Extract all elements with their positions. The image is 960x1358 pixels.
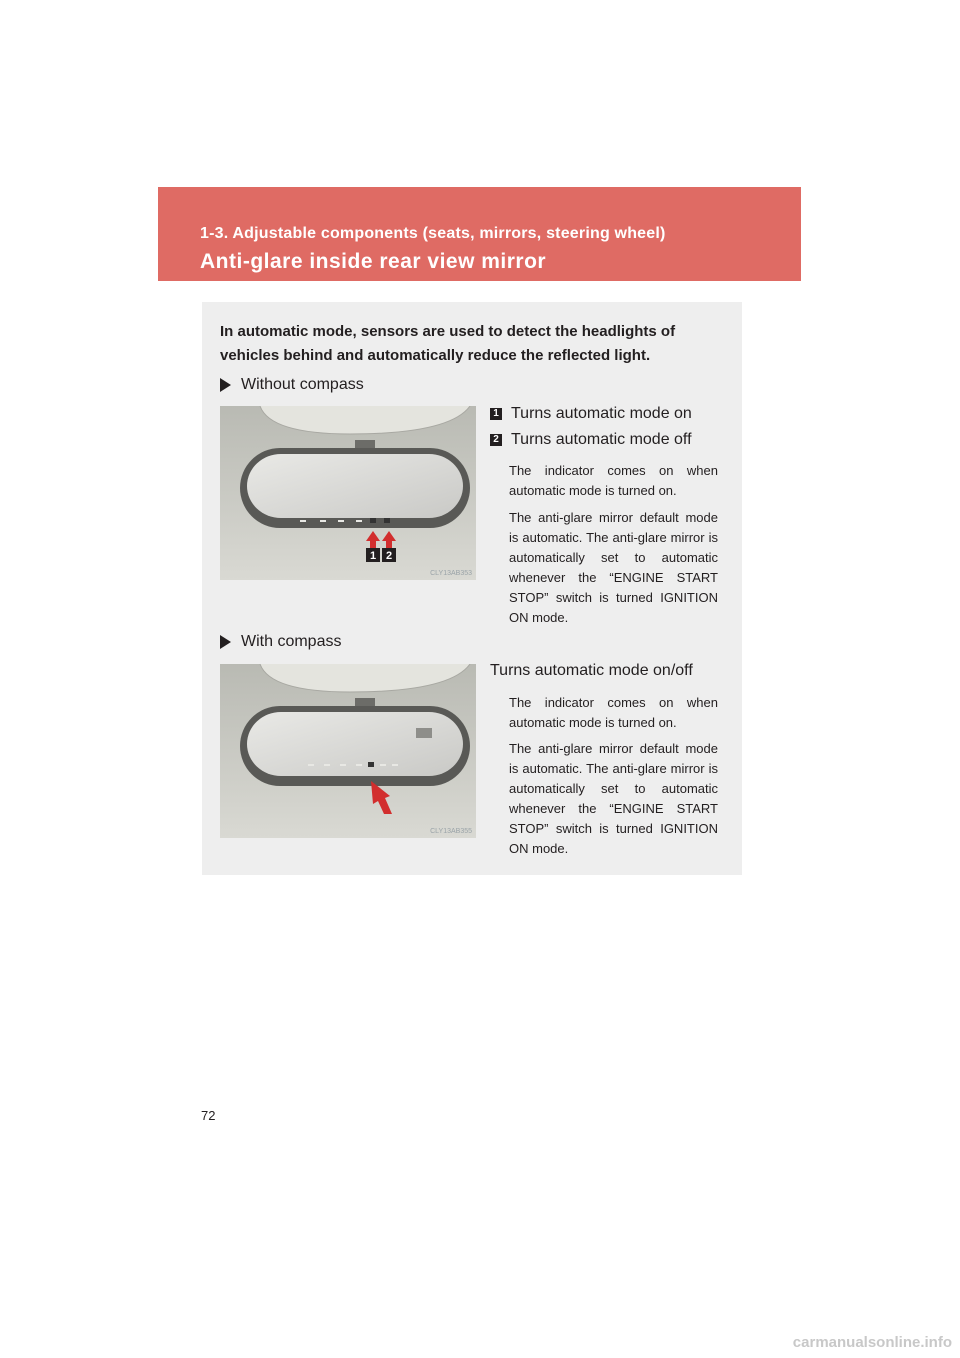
- note-default-mode: The anti-glare mirror default mode is automatic. The anti-glare mirror is automatically set to automatic whenever the “ENGINE START STOP” switch is turned IGNITION ON mode.: [509, 510, 718, 625]
- note-indicator: The indicator comes on when automatic mode is turned on.: [509, 695, 718, 730]
- note-default-mode: The anti-glare mirror default mode is automatic. The anti-glare mirror is automatically set to automatic whenever the “ENGINE START STOP” switch is turned IGNITION ON mode.: [509, 741, 718, 856]
- content-box: [202, 302, 742, 875]
- image-code: CLY13AB355: [430, 828, 472, 835]
- number-badge-icon: 2: [490, 434, 502, 446]
- mirror-illustration: [220, 406, 476, 580]
- section-label: 1-3. Adjustable components (seats, mirrors, steering wheel): [200, 225, 666, 242]
- variant-without-compass: [220, 376, 364, 394]
- callout-1: 1: [369, 550, 377, 562]
- triangle-bullet-icon: [220, 378, 231, 392]
- mirror-photo-with-compass: [220, 664, 476, 838]
- number-badge-icon: 1: [490, 408, 502, 420]
- intro-text: In automatic mode, sensors are used to detect the headlights of vehicles behind and automatically reduce the reflected light.: [220, 323, 676, 364]
- image-code: CLY13AB353: [430, 570, 472, 577]
- mirror-photo-without-compass: [220, 406, 476, 580]
- callout-2: 2: [385, 550, 393, 562]
- item-label: Turns automatic mode off: [511, 431, 692, 448]
- mirror-illustration: [220, 664, 476, 838]
- variant-heading: With compass: [241, 633, 342, 650]
- variant-with-compass: [220, 633, 341, 651]
- page-title: Anti-glare inside rear view mirror: [200, 250, 547, 273]
- item-auto-on: [490, 405, 692, 423]
- page-number: 72: [201, 1108, 216, 1123]
- item-label: Turns automatic mode on: [511, 405, 692, 422]
- item-auto-on-off: Turns automatic mode on/off: [490, 662, 693, 679]
- triangle-bullet-icon: [220, 635, 231, 649]
- item-auto-off: [490, 431, 692, 449]
- watermark: carmanualsonline.info: [792, 1334, 952, 1351]
- note-indicator: The indicator comes on when automatic mode is turned on.: [509, 463, 718, 498]
- section-header: [158, 187, 801, 281]
- variant-heading: Without compass: [241, 376, 364, 393]
